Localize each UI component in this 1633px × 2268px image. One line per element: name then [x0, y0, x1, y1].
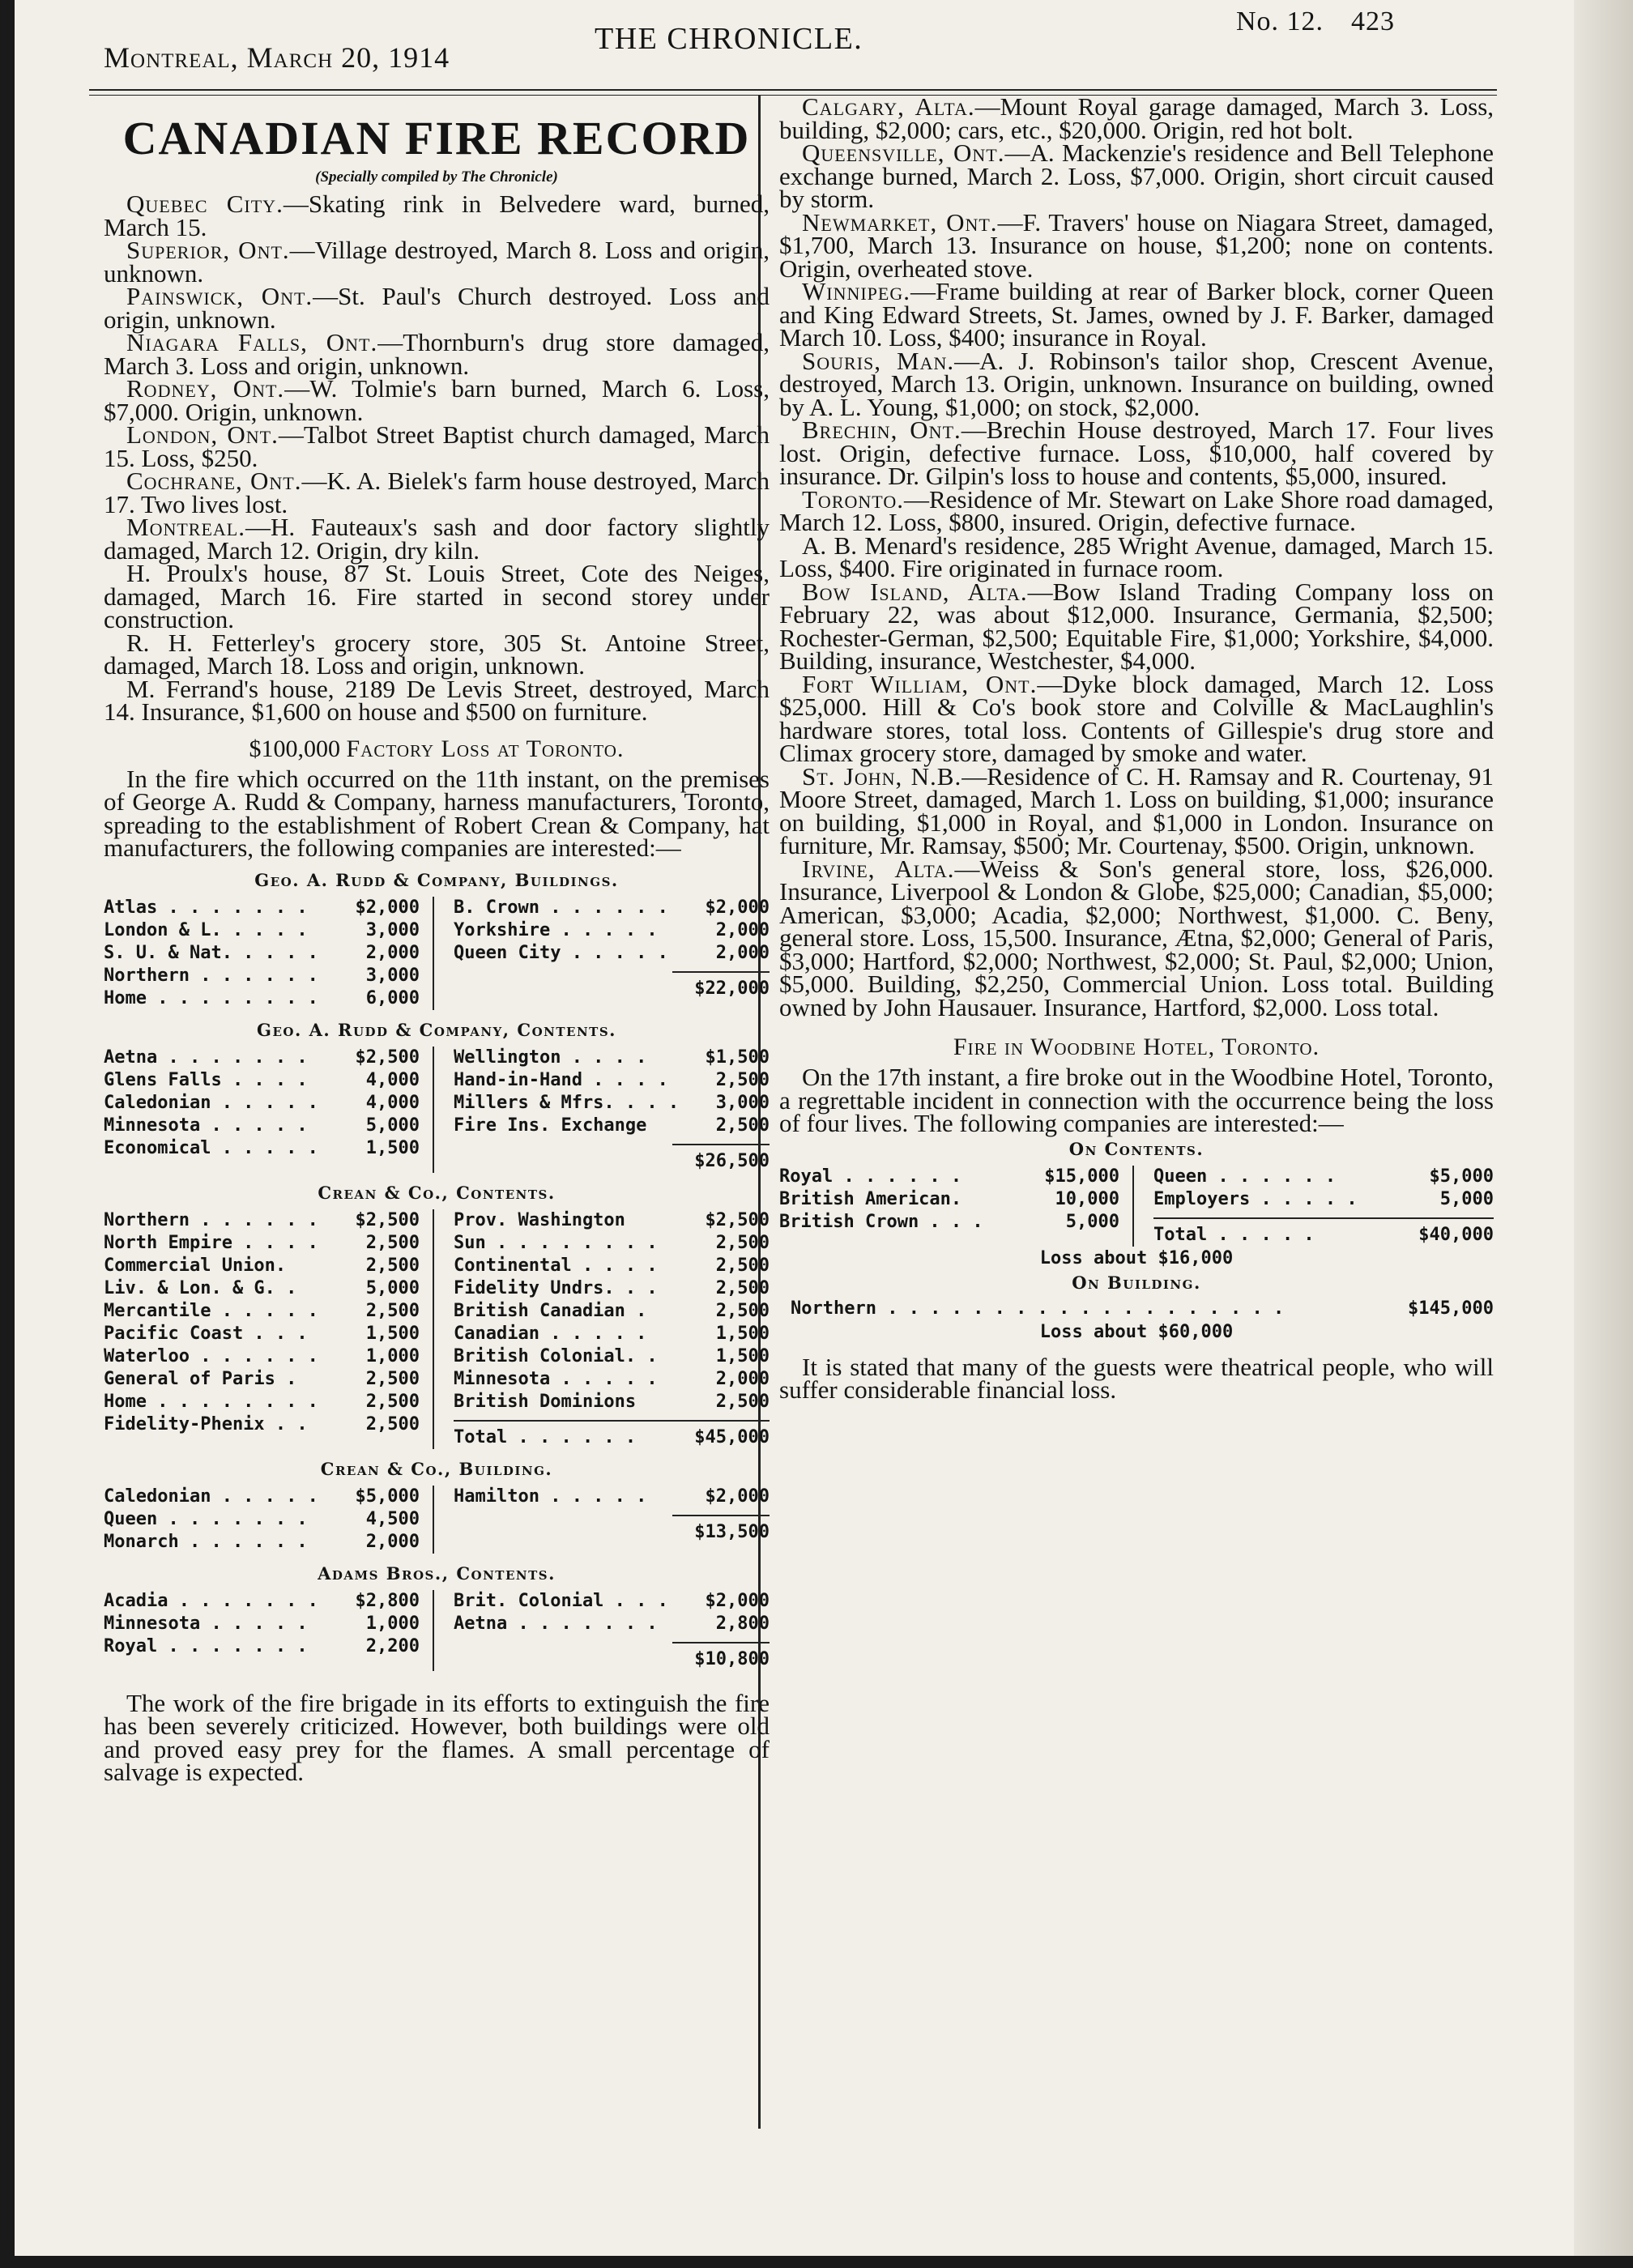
table-row: [104, 1508, 420, 1531]
woodbine-contents-heading: On Contents.: [1068, 1138, 1204, 1159]
factory-loss-amount: $100,000: [249, 735, 341, 762]
company-name: Commercial Union.: [104, 1255, 287, 1276]
company-name: Home . . . . . . . .: [104, 987, 318, 1008]
amount: 3,000: [715, 1092, 770, 1113]
company-name: B. Crown . . . . . .: [454, 897, 668, 918]
entry-text: —Thornburn's drug store damaged, March 3. Loss and origin, unknown.: [104, 328, 770, 380]
amount: 10,000: [1055, 1188, 1119, 1209]
fire-entry: [104, 420, 770, 472]
amount: $2,500: [355, 1209, 420, 1230]
table-total: [454, 1420, 770, 1449]
company-name: Atlas . . . . . . .: [104, 897, 308, 918]
woodbine-intro: On the 17th instant, a fire broke out in the Woodbine Hotel, Toronto, a regrettable incident in connection with the occurrence being the loss of four lives. The following companies are interested:—: [779, 1063, 1494, 1137]
entry-text: M. Ferrand's house, 2189 De Levis Street, destroyed, March 14. Insurance, $1,600 on house and $500 on furniture.: [104, 674, 770, 726]
insurance-table: [104, 1047, 770, 1173]
fire-entry: [779, 484, 1494, 536]
amount: 2,500: [715, 1391, 770, 1412]
entry-text: —K. A. Bielek's farm house destroyed, March 17. Two lives lost.: [104, 467, 770, 518]
fire-entry: [104, 559, 770, 633]
table-right-col: [434, 897, 770, 1010]
table-row: [104, 1323, 420, 1345]
table-row: [454, 1613, 770, 1635]
entry-text: —Bow Island Trading Company loss on February 22, was about $12,000. Insurance, Germania, $2,500; Rochester-German, $2,500; Equitable Fire, $1,000; Yorkshire, $4,000. Building, insurance, Westchester, $4,000.: [779, 577, 1494, 675]
amount: 2,500: [365, 1413, 420, 1435]
amount: 5,000: [365, 1115, 420, 1136]
amount: 2,500: [365, 1391, 420, 1412]
amount: 1,500: [365, 1137, 420, 1158]
table-row: [454, 1232, 770, 1255]
entry-text: —Weiss & Son's general store, loss, $26,000. Insurance, Liverpool & London & Globe, $25,000; Canadian, $5,000; American, $3,000; Acadia, $2,000; Northwest, $1,000. C. Beny, general store. Loss, 15,500. Insurance, Ætna, $2,000; General of Paris, $3,000; Hartford, $2,000; Northwest, $2,000; St. Paul, $2,000; Union, $5,000. Building, $2,250, Commercial Union. Loss total. Building owned by John Hausauer. Insurance, Hartford, $2,000. Loss total.: [779, 854, 1494, 1021]
table-heading: Geo. A. Rudd & Company, Buildings.: [254, 869, 619, 890]
entry-text: —A. J. Robinson's tailor shop, Crescent Avenue, destroyed, March 13. Origin, unknown. Insurance on building, owned by A. L. Young, $1,000; on stock, $2,000.: [779, 346, 1494, 421]
entry-text: —Brechin House destroyed, March 17. Four lives lost. Origin, defective furnace. Loss, $10,000, half covered by insurance. Dr. Gilpin's loss to house and contents, $5,000, insured.: [779, 416, 1494, 490]
table-row: [104, 1345, 420, 1368]
fire-entry: [104, 190, 770, 241]
table-row: [454, 1323, 770, 1345]
entry-text: —Residence of C. H. Ramsay and R. Courtenay, 91 Moore Street, damaged, March 1. Loss on building, $1,000; insurance on building, $1,000 in Royal, and $1,000 in London. Insurance on furniture, Mr. Ramsay, $500; Mr. Courtenay, $500. Origin, unknown.: [779, 761, 1494, 859]
total-value: $13,500: [694, 1521, 770, 1542]
table-row: [779, 1166, 1119, 1188]
woodbine-loss-building: Loss about $60,000: [1039, 1321, 1234, 1342]
amount: 1,000: [365, 1345, 420, 1366]
entry-text: —Dyke block damaged, March 12. Loss $25,000. Hill & Co's book store and Colville & MacLaughlin's hardware stores, total loss. Contents of Gillespie's drug store and Climax grocery store, damaged by smoke and water.: [779, 669, 1494, 767]
insurance-table: [104, 1209, 770, 1449]
table-row: [1153, 1166, 1494, 1188]
entry-place: London, Ont.: [126, 420, 279, 449]
table-row: [104, 1137, 420, 1160]
amount: 6,000: [365, 987, 420, 1008]
company-name: Northern . . . . . .: [104, 1209, 318, 1230]
amount: 1,500: [715, 1345, 770, 1366]
company-name: Canadian . . . . .: [454, 1323, 647, 1344]
entry-place: St. John, N.B.: [802, 761, 962, 791]
table-row: [104, 942, 420, 965]
fire-entry: [779, 92, 1494, 144]
entry-place: Superior, Ont.: [126, 236, 290, 264]
table-row: [454, 942, 770, 965]
company-name: Aetna . . . . . . .: [454, 1613, 658, 1634]
right-entries: [779, 92, 1494, 1021]
woodbine-building-row: [779, 1298, 1494, 1320]
company-name: British Dominions: [454, 1391, 637, 1412]
fire-entry: [104, 328, 770, 380]
table-heading: Adams Bros., Contents.: [318, 1562, 556, 1584]
table-right-col: [434, 1590, 770, 1671]
amount: 5,000: [1439, 1188, 1494, 1209]
entry-place: Fort William, Ont.: [802, 669, 1038, 698]
entry-text: —Frame building at rear of Barker block, corner Queen and King Edward Streets, St. James, owned by J. F. Barker, damaged March 10. Loss, $400; insurance in Royal.: [779, 277, 1494, 352]
company-name: Waterloo . . . . . .: [104, 1345, 318, 1366]
woodbine-building-table: [779, 1298, 1494, 1320]
fire-entry: [104, 282, 770, 334]
entry-text: —Talbot Street Baptist church damaged, March 15. Loss, $250.: [104, 420, 770, 472]
amount: 4,000: [365, 1092, 420, 1113]
woodbine-right-col: [1134, 1166, 1494, 1247]
amount: 2,500: [365, 1255, 420, 1276]
amount: 2,500: [715, 1115, 770, 1136]
page-edge-shadow: [1574, 0, 1633, 2256]
table-total: [672, 1515, 770, 1544]
table-row: [779, 1188, 1119, 1211]
entry-place: Cochrane, Ont.: [126, 467, 302, 495]
company-name: Liv. & Lon. & G. .: [104, 1277, 297, 1298]
table-left-col: [104, 1047, 434, 1173]
table-row: [104, 1092, 420, 1115]
amount: 2,500: [715, 1277, 770, 1298]
factory-loss-intro: In the fire which occurred on the 11th instant, on the premises of George A. Rudd & Company, harness manufacturers, Toronto, spreading to the establishment of Robert Crean & Company, hat manufacturers, the following companies are interested:—: [104, 764, 770, 862]
right-column: [779, 92, 1494, 1404]
insurance-table: [104, 1590, 770, 1671]
insurance-table: [104, 1486, 770, 1554]
entry-text: —St. Paul's Church destroyed. Loss and origin, unknown.: [104, 282, 770, 334]
company-name: Queen . . . . . .: [1153, 1166, 1337, 1187]
table-row: [454, 1115, 770, 1137]
table-row: [104, 1590, 420, 1613]
table-row: [104, 1635, 420, 1658]
fire-entry: [104, 628, 770, 680]
factory-tables: [104, 870, 770, 1671]
company-name: Caledonian . . . . .: [104, 1486, 318, 1507]
amount: 2,000: [715, 919, 770, 940]
page-number: 423: [1351, 6, 1395, 36]
entry-place: Brechin, Ont.: [802, 416, 961, 444]
table-total: [672, 1144, 770, 1173]
amount: 4,500: [365, 1508, 420, 1529]
table-left-col: [104, 1486, 434, 1554]
company-name: Pacific Coast . . .: [104, 1323, 308, 1344]
table-left-col: [104, 1590, 434, 1671]
fire-entry: [779, 577, 1494, 675]
company-name: Aetna . . . . . . .: [104, 1047, 308, 1068]
table-row: [454, 1391, 770, 1413]
table-row: [454, 1255, 770, 1277]
amount: 2,500: [715, 1300, 770, 1321]
company-name: Home . . . . . . . .: [104, 1391, 318, 1412]
entry-text: —Skating rink in Belvedere ward, burned, March 15.: [104, 190, 770, 241]
fire-entry: [779, 139, 1494, 213]
entry-place: Bow Island, Alta.: [802, 577, 1028, 606]
amount: 2,800: [715, 1613, 770, 1634]
entry-text: —A. Mackenzie's residence and Bell Telephone exchange burned, March 2. Loss, $7,000. Origin, short circuit caused by storm.: [779, 139, 1494, 213]
entry-place: Quebec City.: [126, 190, 284, 218]
fire-entry: [779, 416, 1494, 490]
amount: 2,000: [715, 1368, 770, 1389]
woodbine-heading-text: Fire in Woodbine Hotel, Toronto.: [953, 1034, 1320, 1060]
company-name: General of Paris .: [104, 1368, 297, 1389]
fire-entry: [104, 374, 770, 426]
company-name: Mercantile . . . . .: [104, 1300, 318, 1321]
table-left-col: [104, 1209, 434, 1449]
total-value: $26,500: [694, 1150, 770, 1171]
newspaper-page: [15, 0, 1620, 2256]
company-name: Economical . . . . .: [104, 1137, 318, 1158]
fire-entry: [104, 467, 770, 518]
table-row: [104, 1486, 420, 1508]
amount: $2,500: [705, 1209, 770, 1230]
table-row: [454, 1277, 770, 1300]
company-name: Sun . . . . . . . .: [454, 1232, 658, 1253]
table-total: [672, 971, 770, 1000]
fire-entry: [779, 207, 1494, 283]
woodbine-left-col: [779, 1166, 1134, 1247]
fire-entry: [104, 513, 770, 565]
company-name: Glens Falls . . . .: [104, 1069, 308, 1090]
woodbine-building-label: Northern . . . . . . . . . . . . . . . . . . .: [791, 1298, 1285, 1319]
issue-date: Montreal, March 20, 1914: [104, 41, 450, 74]
total-value: $22,000: [694, 978, 770, 999]
woodbine-contents-table: [779, 1166, 1494, 1247]
factory-loss-heading-text: Factory Loss at Toronto.: [346, 735, 625, 762]
company-name: Queen City . . . . .: [454, 942, 668, 963]
company-name: Yorkshire . . . . .: [454, 919, 658, 940]
company-name: Northern . . . . . .: [104, 965, 318, 986]
amount: $2,800: [355, 1590, 420, 1611]
company-name: Millers & Mfrs. . . .: [454, 1092, 680, 1113]
table-row: [104, 1613, 420, 1635]
table-row: [104, 919, 420, 942]
total-label: Total . . . . . .: [454, 1426, 637, 1447]
fire-entry: [104, 674, 770, 726]
table-row: [104, 1255, 420, 1277]
fire-entry: [779, 277, 1494, 352]
entry-place: Winnipeg.: [802, 277, 910, 305]
table-left-col: [104, 897, 434, 1010]
company-name: Royal . . . . . .: [779, 1166, 962, 1187]
table-heading: Crean & Co., Contents.: [318, 1182, 556, 1203]
company-name: Continental . . . .: [454, 1255, 658, 1276]
table-heading: Crean & Co., Building.: [320, 1458, 553, 1479]
amount: 1,500: [365, 1323, 420, 1344]
amount: 2,200: [365, 1635, 420, 1656]
table-right-col: [434, 1047, 770, 1173]
left-column: [104, 104, 770, 1784]
entry-place: Montreal.: [126, 513, 245, 541]
total-value: $45,000: [694, 1426, 770, 1447]
total-value: $10,800: [694, 1648, 770, 1669]
table-row: [104, 1391, 420, 1413]
amount: 5,000: [365, 1277, 420, 1298]
woodbine-total-label: Total . . . . .: [1153, 1224, 1315, 1245]
table-total: [672, 1642, 770, 1671]
company-name: British Crown . . .: [779, 1211, 983, 1232]
factory-loss-closing: The work of the fire brigade in its efforts to extinguish the fire has been severely criticized. However, both buildings were old and proved easy prey for the flames. A small percentage of salvage is expected.: [104, 1688, 770, 1786]
table-right-col: [434, 1486, 770, 1554]
table-right-col: [434, 1209, 770, 1449]
woodbine-closing: It is stated that many of the guests were theatrical people, who will suffer considerable financial loss.: [779, 1352, 1494, 1404]
fire-entry: [779, 854, 1494, 1021]
woodbine-building-value: $145,000: [1408, 1298, 1494, 1319]
entry-place: Niagara Falls, Ont.: [126, 328, 378, 356]
company-name: Brit. Colonial . . .: [454, 1590, 668, 1611]
amount: 2,500: [365, 1300, 420, 1321]
table-row: [104, 1047, 420, 1069]
entry-place: Newmarket, Ont.: [802, 207, 998, 237]
table-row: [779, 1211, 1119, 1234]
table-row: [1153, 1188, 1494, 1211]
entry-place: Rodney, Ont.: [126, 374, 285, 403]
entry-text: A. B. Menard's residence, 285 Wright Avenue, damaged, March 15. Loss, $400. Fire originated in furnace room.: [779, 531, 1494, 582]
amount: 1,000: [365, 1613, 420, 1634]
amount: $2,000: [355, 897, 420, 918]
company-name: Caledonian . . . . .: [104, 1092, 318, 1113]
table-row: [104, 1209, 420, 1232]
company-name: Hand-in-Hand . . . .: [454, 1069, 668, 1090]
company-name: Employers . . . . .: [1153, 1188, 1358, 1209]
issue-number: No. 12.: [1236, 6, 1324, 36]
entry-text: —F. Travers' house on Niagara Street, damaged, $1,700, March 13. Insurance on house, $1,200; none on contents. Origin, overheated stove.: [779, 207, 1494, 283]
amount: $5,000: [355, 1486, 420, 1507]
table-row: [454, 1368, 770, 1391]
insurance-table: [104, 897, 770, 1010]
woodbine-building-heading: On Building.: [1072, 1272, 1201, 1293]
entry-text: —Village destroyed, March 8. Loss and origin, unknown.: [104, 236, 770, 288]
entry-place: Painswick, Ont.: [126, 282, 313, 310]
entry-text: —H. Fauteaux's sash and door factory slightly damaged, March 12. Origin, dry kiln.: [104, 513, 770, 565]
entry-place: Toronto.: [802, 484, 904, 514]
entry-text: —W. Tolmie's barn burned, March 6. Loss, $7,000. Origin, unknown.: [104, 374, 770, 426]
amount: $2,000: [705, 1590, 770, 1611]
entry-text: —Mount Royal garage damaged, March 3. Loss, building, $2,000; cars, etc., $20,000. Origin, red hot bolt.: [779, 92, 1494, 144]
table-row: [104, 1277, 420, 1300]
table-row: [104, 1300, 420, 1323]
company-name: London & L. . . . .: [104, 919, 308, 940]
article-title: CANADIAN FIRE RECORD: [122, 112, 751, 164]
company-name: Minnesota . . . . .: [454, 1368, 658, 1389]
entry-text: R. H. Fetterley's grocery store, 305 St. Antoine Street, damaged, March 18. Loss and origin, unknown.: [104, 628, 770, 680]
table-row: [454, 1300, 770, 1323]
entry-place: Irvine, Alta.: [802, 854, 955, 883]
amount: $2,000: [705, 1486, 770, 1507]
company-name: Queen . . . . . . .: [104, 1508, 308, 1529]
amount: $2,000: [705, 897, 770, 918]
table-row: [454, 1345, 770, 1368]
fire-entry: [779, 531, 1494, 582]
entry-place: Queensville, Ont.: [802, 139, 1005, 167]
amount: 2,500: [715, 1255, 770, 1276]
amount: 5,000: [1065, 1211, 1119, 1232]
table-row: [104, 1115, 420, 1137]
company-name: Fire Ins. Exchange: [454, 1115, 647, 1136]
amount: 1,500: [715, 1323, 770, 1344]
table-row: [104, 1413, 420, 1436]
amount: 2,500: [365, 1232, 420, 1253]
amount: 3,000: [365, 965, 420, 986]
table-row: [454, 1209, 770, 1232]
woodbine-total-value: $40,000: [1418, 1224, 1494, 1245]
company-name: Minnesota . . . . .: [104, 1613, 308, 1634]
amount: 2,000: [715, 942, 770, 963]
amount: $5,000: [1429, 1166, 1494, 1187]
table-row: [454, 1069, 770, 1092]
fire-entry: [779, 669, 1494, 767]
header-rule: [89, 89, 1497, 91]
table-row: [454, 1486, 770, 1508]
company-name: Hamilton . . . . .: [454, 1486, 647, 1507]
fire-entry: [779, 761, 1494, 859]
woodbine-right-rows: [1153, 1166, 1494, 1211]
amount: 2,500: [715, 1232, 770, 1253]
amount: 3,000: [365, 919, 420, 940]
fire-entry: [779, 346, 1494, 421]
table-row: [104, 987, 420, 1010]
table-row: [104, 1232, 420, 1255]
company-name: British Canadian .: [454, 1300, 647, 1321]
amount: $2,500: [355, 1047, 420, 1068]
table-heading: Geo. A. Rudd & Company, Contents.: [257, 1019, 616, 1040]
company-name: Monarch . . . . . .: [104, 1531, 308, 1552]
table-row: [454, 1092, 770, 1115]
entry-place: Souris, Man.: [802, 346, 955, 375]
company-name: Minnesota . . . . .: [104, 1115, 308, 1136]
amount: 2,000: [365, 942, 420, 963]
company-name: Fidelity-Phenix . .: [104, 1413, 308, 1435]
amount: 2,500: [365, 1368, 420, 1389]
table-row: [454, 1047, 770, 1069]
table-row: [104, 1069, 420, 1092]
publication-title: THE CHRONICLE.: [595, 22, 863, 56]
table-row: [104, 965, 420, 987]
table-row: [104, 897, 420, 919]
company-name: Prov. Washington: [454, 1209, 625, 1230]
table-row: [104, 1368, 420, 1391]
left-entries: [104, 190, 770, 726]
amount: 2,000: [365, 1531, 420, 1552]
factory-loss-heading: [104, 735, 770, 763]
company-name: British Colonial. .: [454, 1345, 658, 1366]
woodbine-total-row: [1153, 1217, 1494, 1247]
entry-place: Calgary, Alta.: [802, 92, 975, 121]
company-name: S. U. & Nat. . . . .: [104, 942, 318, 963]
company-name: Fidelity Undrs. . .: [454, 1277, 658, 1298]
woodbine-heading: [779, 1034, 1494, 1061]
company-name: British American.: [779, 1188, 962, 1209]
amount: 4,000: [365, 1069, 420, 1090]
amount: $15,000: [1044, 1166, 1119, 1187]
amount: 2,500: [715, 1069, 770, 1090]
amount: $1,500: [705, 1047, 770, 1068]
company-name: North Empire . . . .: [104, 1232, 318, 1253]
company-name: Royal . . . . . . .: [104, 1635, 308, 1656]
fire-entry: [104, 236, 770, 288]
woodbine-loss-contents: Loss about $16,000: [1039, 1247, 1234, 1268]
company-name: Acadia . . . . . . .: [104, 1590, 318, 1611]
entry-text: —Residence of Mr. Stewart on Lake Shore road damaged, March 12. Loss, $800, insured. Origin, defective furnace.: [779, 484, 1494, 536]
table-row: [454, 897, 770, 919]
table-row: [454, 919, 770, 942]
article-subtitle: (Specially compiled by The Chronicle): [315, 168, 558, 185]
entry-text: H. Proulx's house, 87 St. Louis Street, Cote des Neiges, damaged, March 16. Fire started in second storey under construction.: [104, 559, 770, 633]
table-row: [104, 1531, 420, 1554]
company-name: Wellington . . . .: [454, 1047, 647, 1068]
table-row: [454, 1590, 770, 1613]
